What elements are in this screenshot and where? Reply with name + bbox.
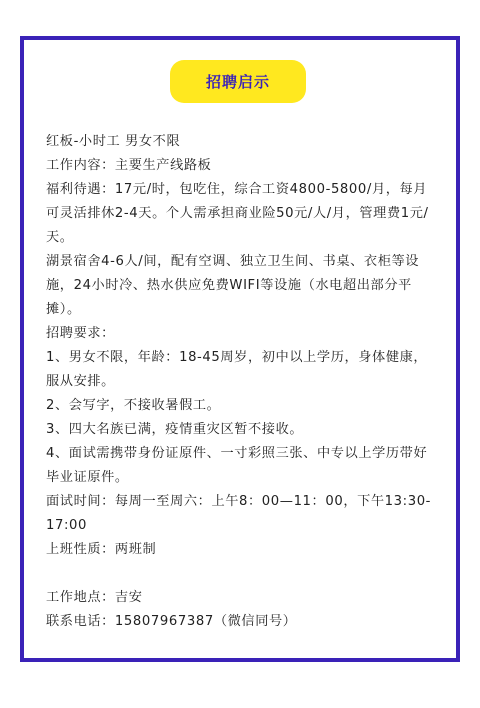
dorm-text: 湖景宿舍4-6人/间，配有空调、独立卫生间、书桌、衣柜等设施，24小时冷、热水供应免费WIFI等设施（水电超出部分平摊）。: [46, 254, 420, 317]
location-text: 工作地点：吉安: [46, 590, 143, 605]
poster-title: 招聘启示: [205, 73, 270, 91]
blank-line: [46, 562, 438, 586]
contact-text: 联系电话：15807967387（微信同号）: [46, 614, 297, 629]
job-content-text: 工作内容：主要生产线路板: [46, 158, 212, 173]
headline-text: 红板-小时工 男女不限: [46, 134, 181, 149]
job-details: [46, 130, 438, 634]
title-banner: [170, 60, 306, 103]
requirement-1: 1、男女不限，年龄：18-45周岁，初中以上学历，身体健康，服从安排。: [46, 350, 428, 389]
requirement-2: 2、会写字，不接收暑假工。: [46, 398, 221, 413]
requirement-4: 4、面试需携带身份证原件、一寸彩照三张、中专以上学历带好毕业证原件。: [46, 446, 428, 485]
requirements-label: 招聘要求：: [46, 326, 115, 341]
requirement-3: 3、四大名族已满，疫情重灾区暂不接收。: [46, 422, 304, 437]
interview-time-text: 面试时间：每周一至周六：上午8：00—11：00，下午13:30-17:00: [46, 494, 432, 533]
benefits-text: 福利待遇：17元/时，包吃住，综合工资4800-5800/月，每月可灵活排休2-4天。个人需承担商业险50元/人/月，管理费1元/天。: [46, 182, 429, 245]
shift-text: 上班性质：两班制: [46, 542, 157, 557]
